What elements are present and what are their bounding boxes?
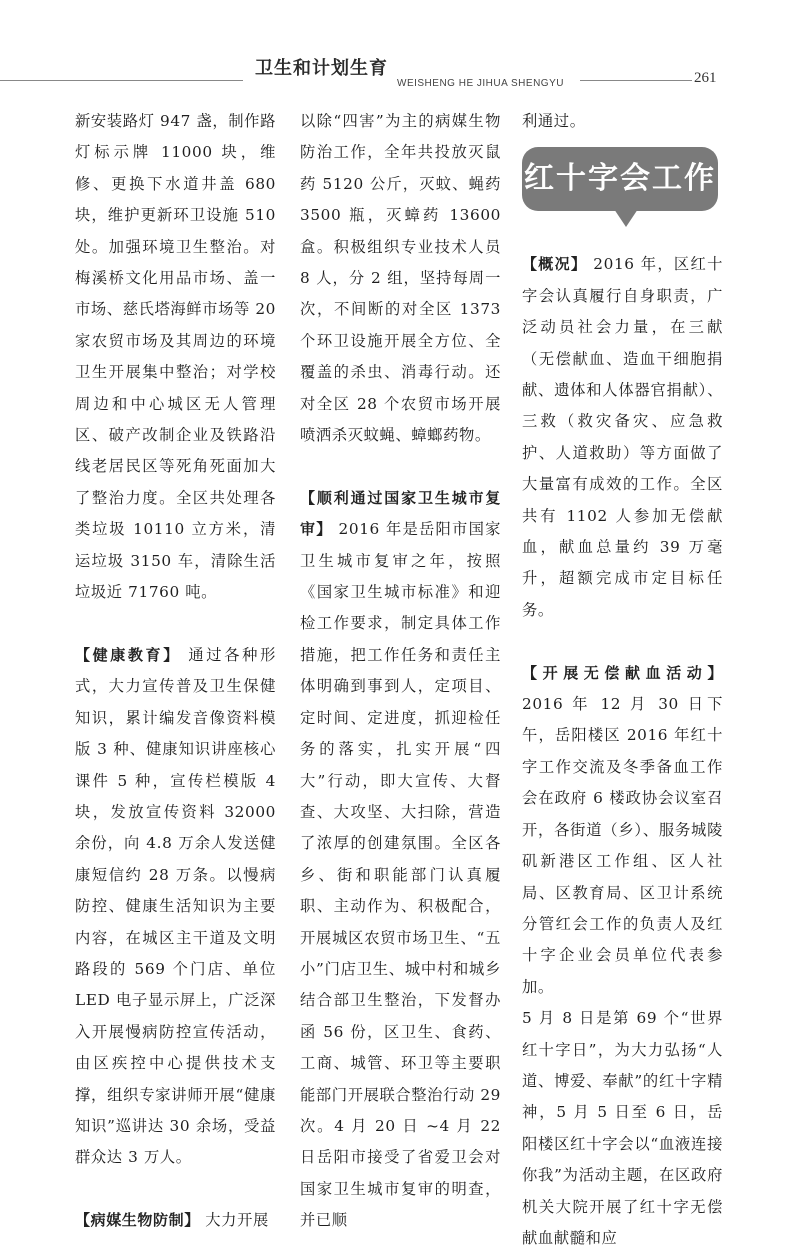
- section-heading: 【开展无偿献血活动】: [522, 663, 723, 682]
- body-text: 2016 年 12 月 30 日下午，岳阳楼区 2016 年红十字工作交流及冬季备血工作会在政府 6 楼政协会议室召开，各街道（乡）、服务城陵矶新港区工作组、区人社局、区教育局、区卫计系统分管红会工作的负责人及红十字企业会员单位代表参加。: [522, 695, 723, 996]
- banner-tail: [614, 209, 638, 227]
- section-heading: 【顺利通过国家卫生城市复审】: [300, 488, 501, 539]
- header-subtitle: WEISHENG HE JIHUA SHENGYU: [397, 78, 564, 89]
- body-text: 以除“四害”为主的病媒生物防治工作，全年共投放灭鼠药 5120 公斤，灭蚊、蝇药 3500 瓶，灭蟑药 13600 盒。积极组织专业技术人员 8 人，分 2 组，坚持每周一次，不间断的对全区 1373 个环卫设施开展全方位、全覆盖的杀虫、消毒行动。还对全区 28 个农贸市场开展喷洒杀灭蚊蝇、蟑螂药物。: [300, 112, 501, 445]
- body-text: 5 月 8 日是第 69 个“世界红十字日”，为大力弘扬“人道、博爱、奉献”的红十字精神，5 月 5 日至 6 日，岳阳楼区红十字会以“血液连接你我”为活动主题，在区政府机关大院开展了红十字无偿献血献髓和应: [522, 1009, 723, 1247]
- paragraph: [75, 106, 276, 609]
- paragraph-overview: [522, 249, 723, 626]
- paragraph: [300, 106, 501, 451]
- body-text: 2016 年是岳阳市国家卫生城市复审之年，按照《国家卫生城市标准》和迎检工作要求，制定具体工作措施，把工作任务和责任主体明确到事到人，定项目、定时间、定进度，抓迎检任务的落实，扎实开展“四大”行动，即大宣传、大督查、大攻坚、大扫除，营造了浓厚的创建氛围。全区各乡、街和职能部门认真履职、主动作为、积极配合，开展城区农贸市场卫生、“五小”门店卫生、城中村和城乡结合部卫生整治，下发督办函 56 份，区卫生、食药、工商、城管、环卫等主要职能部门开展联合整治行动 29 次。4 月 20 日 ~4 月 22 日岳阳市接受了省爱卫会对国家卫生城市复审的明查，并已顺: [300, 520, 501, 1230]
- section-banner: [522, 147, 718, 211]
- column-1: [75, 106, 276, 1237]
- section-heading: 【病媒生物防制】: [75, 1211, 200, 1230]
- page-header: [0, 0, 793, 100]
- paragraph: [522, 106, 723, 137]
- spacer: [300, 451, 501, 482]
- body-text: 利通过。: [522, 112, 586, 130]
- header-rule-left: [0, 80, 243, 81]
- page-number: 261: [694, 70, 717, 86]
- header-rule-right: [580, 80, 692, 81]
- spacer: [75, 609, 276, 640]
- spacer: [75, 1174, 276, 1205]
- spacer: [522, 626, 723, 657]
- paragraph-health-education: [75, 640, 276, 1174]
- body-text: 通过各种形式，大力宣传普及卫生保健知识，累计编发音像资料模版 3 种、健康知识讲座核心课件 5 种，宣传栏模版 4 块，发放宣传资料 32000 余份，向 4.8 万余人发送健康短信约 28 万条。以慢病防控、健康生活知识为主要内容，在城区主干道及文明路段的 569 个门店、单位 LED 电子显示屏上，广泛深入开展慢病防控宣传活动，由区疾控中心提供技术支撑，组织专家讲师开展“健康知识”巡讲达 30 余场，受益群众达 3 万人。: [75, 645, 276, 1167]
- paragraph-vector-control: [75, 1205, 276, 1236]
- paragraph: [522, 1003, 723, 1254]
- paragraph-blood-donation: [522, 658, 723, 1003]
- banner-title: 红十字会工作: [524, 161, 716, 197]
- section-heading: 【概况】: [522, 255, 588, 274]
- body-text: 2016 年，区红十字会认真履行自身职责，广泛动员社会力量，在三献（无偿献血、造血干细胞捐献、遗体和人体器官捐献）、三救（救灾备灾、应急救护、人道救助）等方面做了大量富有成效的工作。全区共有 1102 人参加无偿献血，献血总量约 39 万毫升，超额完成市定目标任务。: [522, 255, 723, 619]
- header-title: 卫生和计划生育: [255, 58, 388, 79]
- body-text: 大力开展: [205, 1211, 269, 1230]
- paragraph-health-city-review: [300, 483, 501, 1237]
- column-2: [300, 106, 501, 1237]
- column-3: [522, 106, 723, 1254]
- body-text: 新安装路灯 947 盏，制作路灯标示牌 11000 块，维修、更换下水道井盖 680 块，维护更新环卫设施 510 处。加强环境卫生整治。对梅溪桥文化用品市场、盖一市场、慈氏塔海鲜市场等 20 家农贸市场及其周边的环境卫生开展集中整治；对学校周边和中心城区无人管理区、破产改制企业及铁路沿线老居民区等死角死面加大了整治力度。全区共处理各类垃圾 10110 立方米，清运垃圾 3150 车，清除生活垃圾近 71760 吨。: [75, 112, 276, 602]
- section-heading: 【健康教育】: [75, 645, 181, 664]
